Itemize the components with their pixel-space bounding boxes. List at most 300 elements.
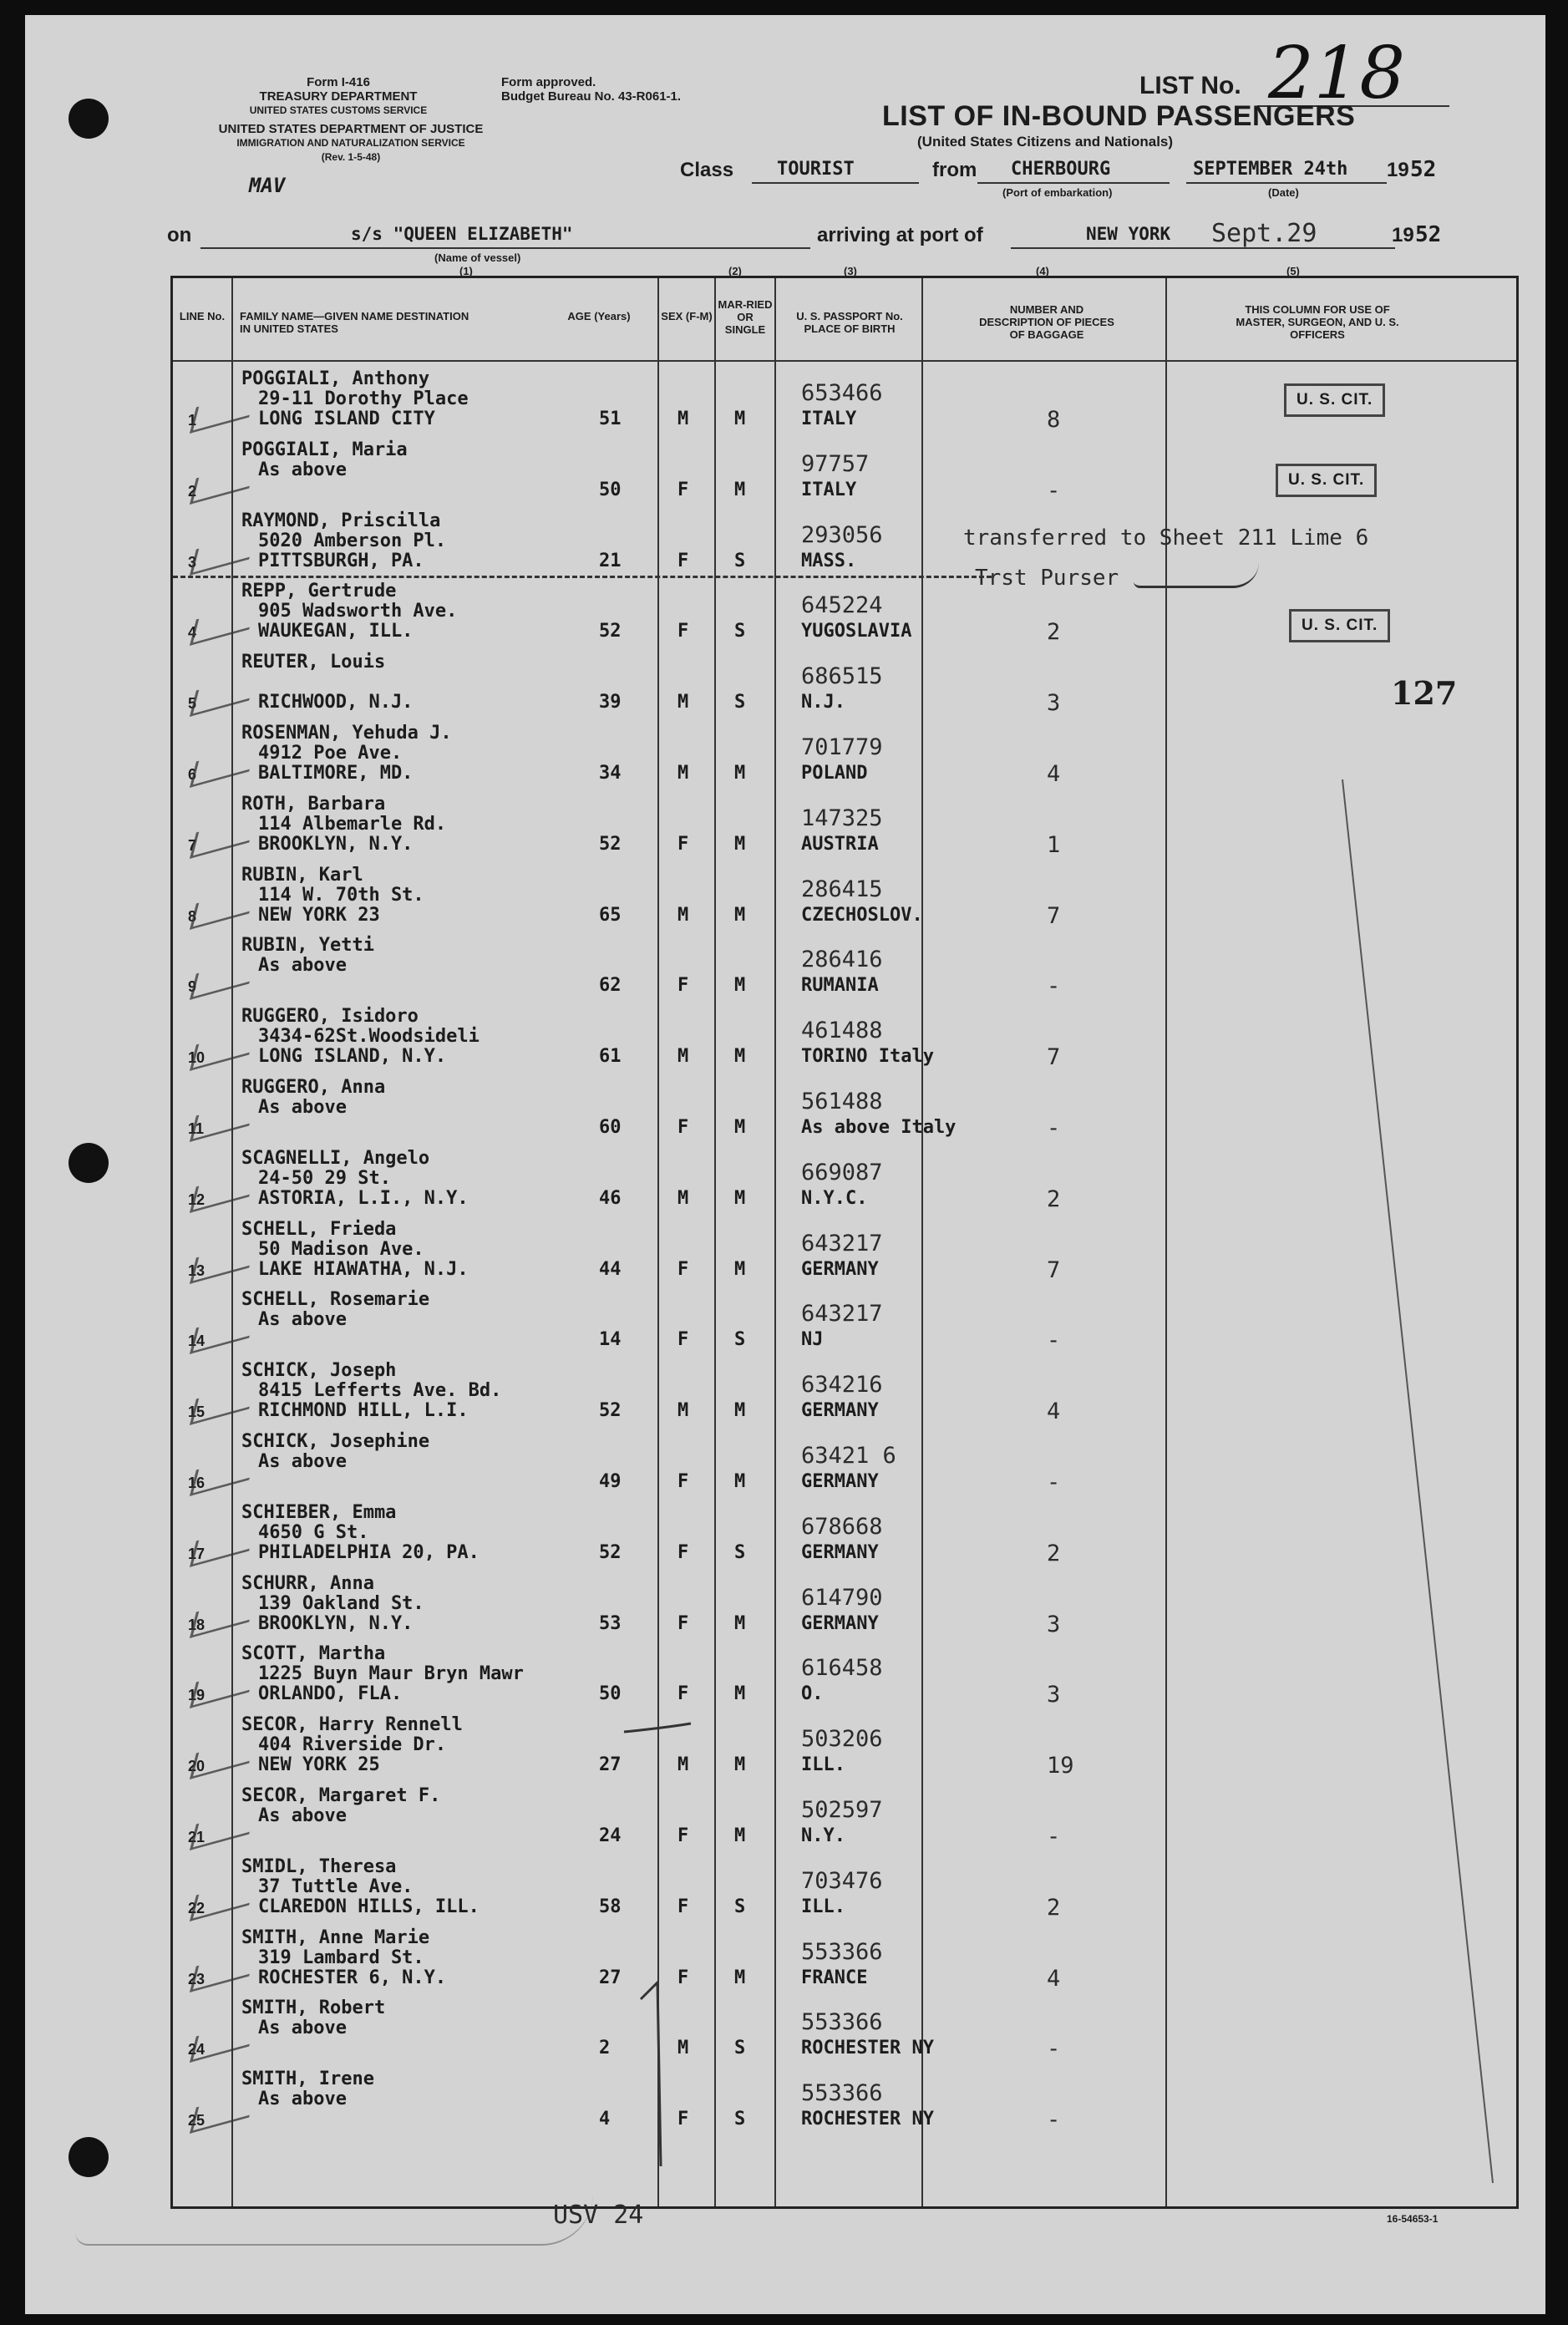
line-number: 8 bbox=[188, 907, 197, 925]
baggage-count: 3 bbox=[1047, 690, 1061, 717]
age-value: 44 bbox=[599, 1258, 622, 1280]
passport-number: 561488 bbox=[801, 1089, 883, 1114]
col-num-1: (1) bbox=[459, 265, 473, 277]
col-num-5: (5) bbox=[1286, 265, 1300, 277]
line-number: 3 bbox=[188, 553, 197, 571]
on-label: on bbox=[167, 224, 192, 246]
passport-number: 461488 bbox=[801, 1018, 883, 1044]
line-number: 21 bbox=[188, 1829, 206, 1845]
address-line-1: 50 Madison Ave. bbox=[258, 1238, 424, 1260]
baggage-count: 7 bbox=[1047, 902, 1061, 929]
address-line-2: ROCHESTER 6, N.Y. bbox=[258, 1967, 447, 1988]
sex-value: F bbox=[677, 1683, 689, 1705]
marital-status: M bbox=[734, 763, 746, 784]
passenger-name: SMIDL, Theresa bbox=[241, 1855, 397, 1877]
age-value: 46 bbox=[599, 1187, 622, 1209]
marital-status: M bbox=[734, 1400, 746, 1422]
passenger-name: ROTH, Barbara bbox=[241, 793, 386, 815]
address-line-1: 37 Tuttle Ave. bbox=[258, 1876, 414, 1897]
usv-stamp: USV 24 bbox=[553, 2201, 644, 2230]
budget-bureau: Budget Bureau No. 43-R061-1. bbox=[501, 89, 682, 104]
address-line-1: 1225 Buyn Maur Bryn Mawr bbox=[258, 1663, 524, 1685]
age-value: 14 bbox=[599, 1329, 622, 1351]
sex-value: M bbox=[677, 763, 689, 784]
baggage-count: - bbox=[1047, 2036, 1061, 2063]
address-line-1: As above bbox=[258, 459, 347, 480]
passenger-name: SMITH, Robert bbox=[241, 1998, 386, 2019]
from-value: CHERBOURG bbox=[1011, 159, 1111, 180]
passport-number: 701779 bbox=[801, 734, 883, 760]
binder-hole bbox=[69, 1143, 109, 1183]
place-of-birth: N.J. bbox=[801, 692, 845, 713]
place-of-birth: ILL. bbox=[801, 1896, 845, 1917]
line-number: 19 bbox=[188, 1687, 206, 1704]
address-line-2: BROOKLYN, N.Y. bbox=[258, 1612, 414, 1634]
marital-status: S bbox=[734, 692, 746, 713]
baggage-count: 2 bbox=[1047, 1894, 1061, 1921]
list-no-label: LIST No. bbox=[1139, 72, 1241, 99]
sex-value: M bbox=[677, 1400, 689, 1422]
passport-number: 147325 bbox=[801, 805, 883, 831]
address-line-2: BROOKLYN, N.Y. bbox=[258, 833, 414, 855]
colhdr-line: LINE No. bbox=[179, 310, 226, 322]
passenger-name: SCHELL, Frieda bbox=[241, 1218, 397, 1240]
passenger-name: SECOR, Margaret F. bbox=[241, 1785, 441, 1806]
marital-status: S bbox=[734, 1329, 746, 1351]
baggage-count: - bbox=[1047, 2107, 1061, 2134]
baggage-count: 7 bbox=[1047, 1256, 1061, 1283]
age-value: 60 bbox=[599, 1117, 622, 1138]
passenger-count: 127 bbox=[1391, 674, 1458, 712]
address-line-1: 24-50 29 St. bbox=[258, 1167, 391, 1189]
form-approved: Form approved. bbox=[501, 75, 596, 89]
baggage-count: 8 bbox=[1047, 407, 1061, 433]
place-of-birth: AUSTRIA bbox=[801, 833, 879, 855]
marital-status: M bbox=[734, 409, 746, 429]
treasury-dept: TREASURY DEPARTMENT bbox=[259, 89, 418, 104]
line-number: 7 bbox=[188, 836, 197, 854]
justice-block bbox=[167, 122, 535, 165]
place-of-birth: GERMANY bbox=[801, 1400, 879, 1422]
passport-number: 553366 bbox=[801, 2009, 883, 2036]
line-number: 16 bbox=[188, 1475, 206, 1491]
transfer-note: transferred to Sheet 211 Lime 6 bbox=[963, 525, 1369, 551]
passport-number: 643217 bbox=[801, 1301, 883, 1327]
line-number: 11 bbox=[188, 1120, 205, 1137]
address-line-1: 114 Albemarle Rd. bbox=[258, 813, 447, 835]
place-of-birth: ILL. bbox=[801, 1754, 845, 1776]
marital-status: M bbox=[734, 904, 746, 926]
age-value: 58 bbox=[599, 1896, 622, 1917]
address-line-1: 114 W. 70th St. bbox=[258, 884, 424, 906]
marital-status: M bbox=[734, 833, 746, 855]
address-line-2: NEW YORK 23 bbox=[258, 904, 380, 926]
baggage-count: 4 bbox=[1047, 761, 1061, 787]
baggage-count: 19 bbox=[1047, 1753, 1074, 1779]
address-line-1: 3434-62St.Woodsideli bbox=[258, 1026, 480, 1048]
place-of-birth: MASS. bbox=[801, 550, 857, 571]
address-line-2: ORLANDO, FLA. bbox=[258, 1683, 403, 1705]
passport-number: 502597 bbox=[801, 1797, 883, 1823]
address-line-1: As above bbox=[258, 1309, 347, 1331]
line-number: 23 bbox=[188, 1970, 206, 1987]
date-value: SEPTEMBER 24th bbox=[1193, 159, 1348, 180]
address-line-1: 4650 G St. bbox=[258, 1521, 369, 1543]
justice-dept: UNITED STATES DEPARTMENT OF JUSTICE bbox=[218, 122, 484, 136]
passport-number: 553366 bbox=[801, 2080, 883, 2107]
address-line-1: 4912 Poe Ave. bbox=[258, 743, 403, 764]
official-signature bbox=[75, 2194, 593, 2246]
place-of-birth: CZECHOSLOV. bbox=[801, 904, 923, 926]
baggage-count: 3 bbox=[1047, 1611, 1061, 1637]
sex-value: F bbox=[677, 1117, 689, 1138]
address-line-2: CLAREDON HILLS, ILL. bbox=[258, 1896, 480, 1917]
sex-value: F bbox=[677, 1329, 689, 1351]
arriving-label: arriving at port of bbox=[817, 224, 983, 246]
passenger-table bbox=[170, 276, 1519, 2209]
passport-number: 669087 bbox=[801, 1159, 883, 1185]
marital-status: S bbox=[734, 1541, 746, 1563]
class-underline bbox=[752, 182, 919, 184]
marital-status: S bbox=[734, 1896, 746, 1917]
line-number: 13 bbox=[188, 1261, 206, 1279]
age-value: 51 bbox=[599, 409, 622, 429]
baggage-count: - bbox=[1047, 1470, 1061, 1495]
passenger-name: RUGGERO, Isidoro bbox=[241, 1006, 419, 1028]
colhdr-baggage: NUMBER AND DESCRIPTION OF PIECES OF BAGGAGE bbox=[979, 303, 1114, 341]
passenger-name: RAYMOND, Priscilla bbox=[241, 510, 441, 531]
marital-status: S bbox=[734, 2038, 746, 2059]
line-number: 5 bbox=[188, 695, 197, 713]
passenger-name: REUTER, Louis bbox=[241, 652, 386, 673]
sex-value: M bbox=[677, 1187, 689, 1209]
age-value: 52 bbox=[599, 1400, 622, 1422]
passport-number: 686515 bbox=[801, 663, 883, 690]
sex-value: F bbox=[677, 479, 689, 500]
passport-number: 553366 bbox=[801, 1938, 883, 1965]
line-number: 24 bbox=[188, 2041, 206, 2058]
passenger-name: ROSENMAN, Yehuda J. bbox=[241, 723, 452, 744]
us-cit-stamp: U. S. CIT. bbox=[1289, 609, 1390, 642]
marital-status: M bbox=[734, 1754, 746, 1776]
arrival-year-prefix: 19 bbox=[1392, 224, 1414, 246]
place-of-birth: GERMANY bbox=[801, 1258, 879, 1280]
arrival-year: 52 bbox=[1415, 222, 1442, 247]
age-value: 53 bbox=[599, 1612, 622, 1634]
place-of-birth: YUGOSLAVIA bbox=[801, 621, 912, 642]
address-line-1: As above bbox=[258, 2018, 347, 2039]
marital-status: S bbox=[734, 621, 746, 642]
vessel-underline bbox=[200, 247, 810, 249]
sex-value: F bbox=[677, 1825, 689, 1846]
sex-value: M bbox=[677, 1754, 689, 1776]
date-year-prefix: 19 bbox=[1387, 159, 1409, 181]
date-caption: (Date) bbox=[1268, 186, 1299, 199]
age-value: 34 bbox=[599, 763, 622, 784]
passport-number: 97757 bbox=[801, 450, 870, 477]
line-number: 18 bbox=[188, 1616, 206, 1633]
place-of-birth: FRANCE bbox=[801, 1967, 868, 1988]
place-of-birth: RUMANIA bbox=[801, 975, 879, 997]
passenger-name: SCHICK, Joseph bbox=[241, 1360, 397, 1382]
us-cit-stamp: U. S. CIT. bbox=[1284, 383, 1385, 417]
address-line-1: As above bbox=[258, 1097, 347, 1118]
sex-value: F bbox=[677, 1471, 689, 1492]
line-number: 6 bbox=[188, 766, 197, 783]
colhdr-officers: THIS COLUMN FOR USE OF MASTER, SURGEON, AND U. S. OFFICERS bbox=[1236, 303, 1399, 341]
address-line-2: PHILADELPHIA 20, PA. bbox=[258, 1541, 480, 1563]
baggage-count: - bbox=[1047, 477, 1061, 504]
passenger-name: SCAGNELLI, Angelo bbox=[241, 1147, 430, 1169]
marital-status: M bbox=[734, 1046, 746, 1068]
age-value: 50 bbox=[599, 1683, 622, 1705]
address-line-1: 319 Lambard St. bbox=[258, 1947, 424, 1968]
place-of-birth: TORINO Italy bbox=[801, 1046, 934, 1068]
age-value: 4 bbox=[599, 2109, 611, 2130]
colhdr-name: FAMILY NAME—GIVEN NAME DESTINATION IN UNITED STATES bbox=[240, 310, 469, 335]
pen-marks bbox=[173, 278, 1516, 2206]
line-number: 4 bbox=[188, 624, 197, 642]
class-label: Class bbox=[680, 159, 734, 181]
passenger-name: POGGIALI, Maria bbox=[241, 439, 408, 460]
address-line-2: BALTIMORE, MD. bbox=[258, 763, 414, 784]
passenger-name: SCHICK, Josephine bbox=[241, 1431, 430, 1452]
passport-number: 286415 bbox=[801, 876, 883, 902]
age-value: 27 bbox=[599, 1967, 622, 1988]
customs-service: UNITED STATES CUSTOMS SERVICE bbox=[249, 104, 428, 116]
passenger-name: SMITH, Irene bbox=[241, 2069, 374, 2090]
address-line-1: 29-11 Dorothy Place bbox=[258, 388, 469, 409]
colhdr-sex: SEX (F-M) bbox=[661, 310, 713, 322]
baggage-count: 3 bbox=[1047, 1682, 1061, 1708]
colhdr-married: MAR-RIED OR SINGLE bbox=[718, 298, 773, 336]
passport-number: 293056 bbox=[801, 521, 883, 548]
address-line-2: LONG ISLAND, N.Y. bbox=[258, 1046, 447, 1068]
from-underline bbox=[977, 182, 1170, 184]
arrival-date: Sept.29 bbox=[1211, 219, 1317, 248]
arrival-port: NEW YORK bbox=[1086, 224, 1171, 244]
age-value: 61 bbox=[599, 1046, 622, 1068]
form-id: Form I-416 bbox=[307, 75, 370, 89]
marital-status: M bbox=[734, 1117, 746, 1138]
address-line-2: WAUKEGAN, ILL. bbox=[258, 621, 414, 642]
initials: MAV bbox=[249, 174, 286, 197]
baggage-count: - bbox=[1047, 1115, 1061, 1141]
baggage-count: - bbox=[1047, 1824, 1061, 1850]
baggage-count: - bbox=[1047, 1327, 1061, 1354]
place-of-birth: ROCHESTER NY bbox=[801, 2109, 934, 2130]
revision: (Rev. 1-5-48) bbox=[321, 151, 381, 163]
passport-number: 634216 bbox=[801, 1372, 883, 1399]
sex-value: F bbox=[677, 975, 689, 997]
place-of-birth: NJ bbox=[801, 1329, 824, 1351]
colhdr-passport: U. S. PASSPORT No. PLACE OF BIRTH bbox=[796, 310, 903, 335]
sex-value: F bbox=[677, 1967, 689, 1988]
address-line-2: NEW YORK 25 bbox=[258, 1754, 380, 1776]
passport-number: 503206 bbox=[801, 1726, 883, 1753]
list-no-value: 218 bbox=[1268, 32, 1406, 115]
address-line-2: RICHWOOD, N.J. bbox=[258, 692, 414, 713]
sex-value: F bbox=[677, 1896, 689, 1917]
baggage-count: 2 bbox=[1047, 1540, 1061, 1566]
place-of-birth: POLAND bbox=[801, 763, 868, 784]
from-label: from bbox=[932, 159, 977, 181]
passport-number: 643217 bbox=[801, 1230, 883, 1256]
marital-status: M bbox=[734, 1683, 746, 1705]
line-number: 14 bbox=[188, 1333, 206, 1350]
marital-status: M bbox=[734, 1967, 746, 1988]
passport-number: 616458 bbox=[801, 1655, 883, 1682]
marital-status: M bbox=[734, 1471, 746, 1492]
place-of-birth: O. bbox=[801, 1683, 824, 1705]
line-number: 2 bbox=[188, 482, 197, 500]
age-value: 50 bbox=[599, 479, 622, 500]
age-value: 24 bbox=[599, 1825, 622, 1846]
line-number: 10 bbox=[188, 1049, 206, 1067]
address-line-1: As above bbox=[258, 1451, 347, 1472]
manifest-page bbox=[25, 15, 1545, 2314]
sex-value: M bbox=[677, 409, 689, 429]
baggage-count: 1 bbox=[1047, 831, 1061, 858]
line-number: 9 bbox=[188, 978, 197, 996]
passenger-name: RUBIN, Yetti bbox=[241, 935, 374, 957]
place-of-birth: GERMANY bbox=[801, 1541, 879, 1563]
age-value: 52 bbox=[599, 1541, 622, 1563]
arrival-underline bbox=[1011, 247, 1395, 249]
place-of-birth: ITALY bbox=[801, 479, 857, 500]
page-title: LIST OF IN-BOUND PASSENGERS bbox=[882, 100, 1356, 132]
sex-value: M bbox=[677, 1046, 689, 1068]
sex-value: F bbox=[677, 621, 689, 642]
age-value: 65 bbox=[599, 904, 622, 926]
passenger-name: SCOTT, Martha bbox=[241, 1643, 386, 1665]
page-subtitle: (United States Citizens and Nationals) bbox=[917, 134, 1174, 150]
address-line-1: 8415 Lefferts Ave. Bd. bbox=[258, 1380, 502, 1402]
line-number: 12 bbox=[188, 1190, 206, 1208]
passenger-name: REPP, Gertrude bbox=[241, 581, 397, 602]
address-line-1: 905 Wadsworth Ave. bbox=[258, 601, 458, 622]
form-id-block bbox=[234, 75, 443, 118]
address-line-1: As above bbox=[258, 2089, 347, 2110]
place-of-birth: N.Y. bbox=[801, 1825, 845, 1846]
date-underline bbox=[1186, 182, 1387, 184]
passenger-name: SCHELL, Rosemarie bbox=[241, 1289, 430, 1311]
line-number: 25 bbox=[188, 2112, 206, 2130]
sex-value: F bbox=[677, 550, 689, 571]
sex-value: M bbox=[677, 2038, 689, 2059]
age-value: 52 bbox=[599, 833, 622, 855]
age-value: 62 bbox=[599, 975, 622, 997]
place-of-birth: As above Italy bbox=[801, 1117, 957, 1138]
age-value: 27 bbox=[599, 1754, 622, 1776]
line-number: 1 bbox=[188, 412, 197, 429]
line-number: 17 bbox=[188, 1545, 206, 1562]
place-of-birth: ITALY bbox=[801, 409, 857, 429]
baggage-count: 7 bbox=[1047, 1044, 1061, 1071]
passport-number: 614790 bbox=[801, 1584, 883, 1611]
line-number: 15 bbox=[188, 1404, 206, 1421]
address-line-1: 404 Riverside Dr. bbox=[258, 1734, 447, 1756]
passport-number: 63421 6 bbox=[801, 1443, 896, 1469]
baggage-count: - bbox=[1047, 973, 1061, 1000]
baggage-count: 4 bbox=[1047, 1965, 1061, 1992]
sex-value: F bbox=[677, 1258, 689, 1280]
col-num-3: (3) bbox=[844, 265, 857, 277]
baggage-count: 2 bbox=[1047, 1185, 1061, 1212]
marital-status: M bbox=[734, 479, 746, 500]
address-line-1: As above bbox=[258, 1805, 347, 1826]
place-of-birth: N.Y.C. bbox=[801, 1187, 868, 1209]
marital-status: S bbox=[734, 550, 746, 571]
address-line-2: ASTORIA, L.I., N.Y. bbox=[258, 1187, 469, 1209]
col-num-4: (4) bbox=[1036, 265, 1049, 277]
passport-number: 703476 bbox=[801, 1867, 883, 1894]
passport-number: 645224 bbox=[801, 592, 883, 619]
sex-value: M bbox=[677, 692, 689, 713]
marital-status: M bbox=[734, 1825, 746, 1846]
address-line-2: PITTSBURGH, PA. bbox=[258, 550, 424, 571]
form-approved-block bbox=[501, 75, 681, 104]
age-value: 2 bbox=[599, 2038, 611, 2059]
binder-hole bbox=[69, 2137, 109, 2177]
footer-code: 16-54653-1 bbox=[1387, 2213, 1439, 2225]
passenger-name: RUBIN, Karl bbox=[241, 864, 363, 886]
sex-value: F bbox=[677, 833, 689, 855]
sex-value: F bbox=[677, 1612, 689, 1634]
address-line-1: 139 Oakland St. bbox=[258, 1592, 424, 1614]
binder-hole bbox=[69, 99, 109, 139]
ins-service: IMMIGRATION AND NATURALIZATION SERVICE bbox=[236, 137, 465, 149]
place-of-birth: GERMANY bbox=[801, 1612, 879, 1634]
address-line-2: RICHMOND HILL, L.I. bbox=[258, 1400, 469, 1422]
purser-note: Trst Purser bbox=[975, 566, 1119, 591]
address-line-2: LONG ISLAND CITY bbox=[258, 409, 435, 429]
marital-status: M bbox=[734, 1187, 746, 1209]
date-year: 52 bbox=[1410, 157, 1437, 182]
col-num-2: (2) bbox=[728, 265, 742, 277]
vessel-name: s/s "QUEEN ELIZABETH" bbox=[351, 224, 573, 244]
vessel-caption: (Name of vessel) bbox=[434, 251, 521, 264]
marital-status: S bbox=[734, 2109, 746, 2130]
passport-number: 653466 bbox=[801, 380, 883, 406]
marital-status: M bbox=[734, 975, 746, 997]
place-of-birth: GERMANY bbox=[801, 1471, 879, 1492]
passenger-name: SMITH, Anne Marie bbox=[241, 1927, 430, 1948]
address-line-1: 5020 Amberson Pl. bbox=[258, 530, 447, 551]
marital-status: M bbox=[734, 1612, 746, 1634]
passenger-name: SCHIEBER, Emma bbox=[241, 1501, 397, 1523]
line-number: 20 bbox=[188, 1758, 206, 1775]
address-line-2: LAKE HIAWATHA, N.J. bbox=[258, 1258, 469, 1280]
sex-value: F bbox=[677, 2109, 689, 2130]
line-number: 22 bbox=[188, 1899, 206, 1916]
age-value: 39 bbox=[599, 692, 622, 713]
place-of-birth: ROCHESTER NY bbox=[801, 2038, 934, 2059]
marital-status: M bbox=[734, 1258, 746, 1280]
passenger-name: SECOR, Harry Rennell bbox=[241, 1714, 463, 1736]
passport-number: 678668 bbox=[801, 1513, 883, 1540]
sex-value: M bbox=[677, 904, 689, 926]
age-value: 52 bbox=[599, 621, 622, 642]
address-line-1: As above bbox=[258, 955, 347, 977]
passenger-name: POGGIALI, Anthony bbox=[241, 368, 430, 389]
class-value: TOURIST bbox=[777, 159, 855, 180]
age-value: 49 bbox=[599, 1471, 622, 1492]
baggage-count: 2 bbox=[1047, 619, 1061, 646]
port-caption: (Port of embarkation) bbox=[1002, 186, 1113, 199]
us-cit-stamp: U. S. CIT. bbox=[1276, 464, 1377, 497]
baggage-count: 4 bbox=[1047, 1399, 1061, 1425]
